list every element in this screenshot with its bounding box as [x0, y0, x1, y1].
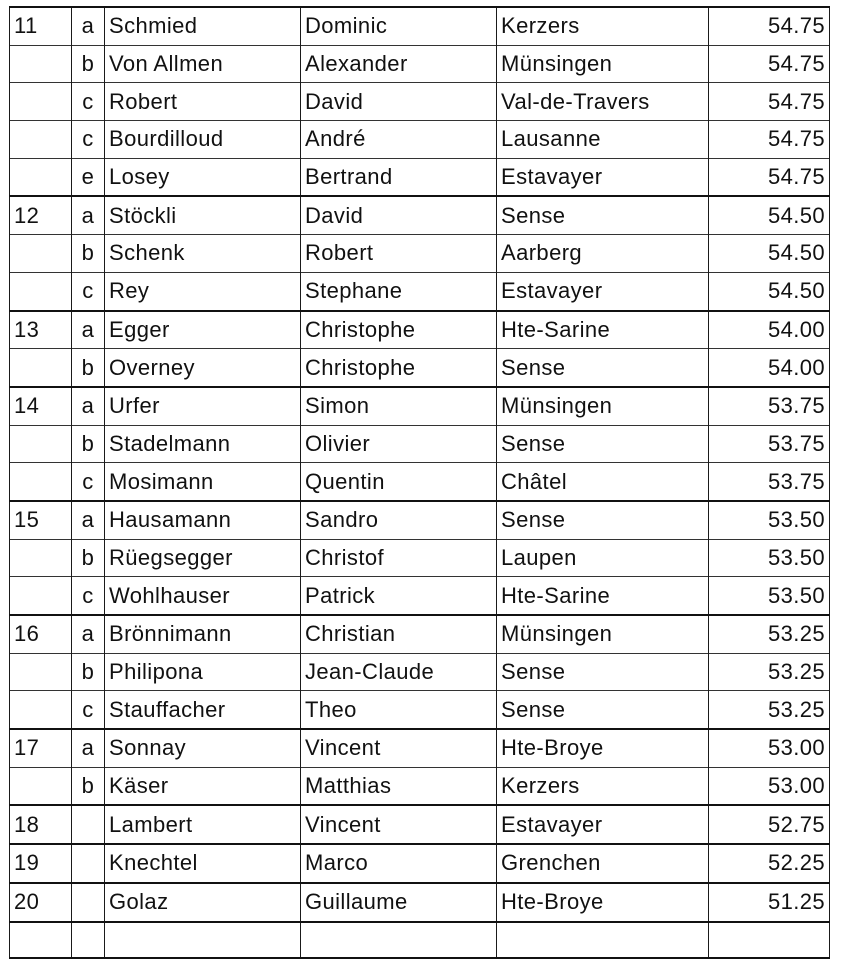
first-name-cell: Olivier — [301, 425, 497, 463]
last-name-cell: Stauffacher — [105, 691, 301, 729]
last-name-cell: Urfer — [105, 387, 301, 425]
club-cell: Châtel — [497, 463, 709, 501]
sub-rank-cell: a — [72, 196, 105, 234]
last-name-cell: Von Allmen — [105, 45, 301, 83]
first-name-cell: Christophe — [301, 349, 497, 387]
sub-rank-cell: b — [72, 767, 105, 805]
table-row — [10, 577, 830, 615]
last-name-cell: Schenk — [105, 235, 301, 273]
sub-rank-cell: a — [72, 501, 105, 539]
last-name-cell: Lambert — [105, 805, 301, 844]
rank-cell — [10, 235, 72, 273]
table-row — [10, 121, 830, 159]
first-name-cell: Christophe — [301, 311, 497, 349]
last-name-cell: Stadelmann — [105, 425, 301, 463]
first-name-cell: Guillaume — [301, 883, 497, 922]
sub-rank-cell: b — [72, 425, 105, 463]
rank-cell — [10, 767, 72, 805]
rank-cell: 13 — [10, 311, 72, 349]
first-name-cell: Alexander — [301, 45, 497, 83]
score-cell: 54.75 — [709, 83, 830, 121]
table-row — [10, 349, 830, 387]
first-name-cell — [301, 922, 497, 958]
score-cell: 53.25 — [709, 615, 830, 653]
club-cell: Estavayer — [497, 158, 709, 196]
empty-table-row — [10, 922, 830, 958]
last-name-cell: Mosimann — [105, 463, 301, 501]
first-name-cell: Simon — [301, 387, 497, 425]
first-name-cell: Robert — [301, 235, 497, 273]
sub-rank-cell: c — [72, 83, 105, 121]
score-cell: 53.75 — [709, 387, 830, 425]
score-cell: 51.25 — [709, 883, 830, 922]
score-cell: 54.00 — [709, 311, 830, 349]
rank-cell — [10, 691, 72, 729]
score-cell: 53.00 — [709, 729, 830, 767]
last-name-cell: Losey — [105, 158, 301, 196]
sub-rank-cell: b — [72, 349, 105, 387]
table-row — [10, 653, 830, 691]
table-row — [10, 691, 830, 729]
table-row — [10, 501, 830, 539]
table-row — [10, 883, 830, 922]
sub-rank-cell: a — [72, 387, 105, 425]
table-row — [10, 463, 830, 501]
club-cell: Estavayer — [497, 805, 709, 844]
rank-cell: 19 — [10, 844, 72, 883]
first-name-cell: Theo — [301, 691, 497, 729]
sub-rank-cell — [72, 922, 105, 958]
sub-rank-cell: b — [72, 539, 105, 577]
score-cell: 53.75 — [709, 463, 830, 501]
club-cell: Sense — [497, 425, 709, 463]
rank-cell — [10, 272, 72, 310]
last-name-cell: Bourdilloud — [105, 121, 301, 159]
club-cell: Sense — [497, 349, 709, 387]
sub-rank-cell: c — [72, 272, 105, 310]
club-cell: Münsingen — [497, 45, 709, 83]
sub-rank-cell — [72, 883, 105, 922]
rank-cell: 20 — [10, 883, 72, 922]
rank-cell: 15 — [10, 501, 72, 539]
last-name-cell: Sonnay — [105, 729, 301, 767]
club-cell: Kerzers — [497, 7, 709, 45]
sub-rank-cell: c — [72, 691, 105, 729]
results-table — [9, 6, 830, 959]
last-name-cell: Hausamann — [105, 501, 301, 539]
first-name-cell: Sandro — [301, 501, 497, 539]
first-name-cell: Marco — [301, 844, 497, 883]
score-cell: 54.50 — [709, 272, 830, 310]
first-name-cell: Quentin — [301, 463, 497, 501]
table-row — [10, 311, 830, 349]
club-cell: Hte-Sarine — [497, 311, 709, 349]
rank-cell — [10, 653, 72, 691]
first-name-cell: Christof — [301, 539, 497, 577]
table-row — [10, 844, 830, 883]
table-row — [10, 425, 830, 463]
sub-rank-cell: c — [72, 463, 105, 501]
club-cell: Hte-Sarine — [497, 577, 709, 615]
table-row — [10, 272, 830, 310]
club-cell: Sense — [497, 196, 709, 234]
table-row — [10, 615, 830, 653]
table-row — [10, 539, 830, 577]
score-cell: 53.50 — [709, 501, 830, 539]
club-cell: Münsingen — [497, 387, 709, 425]
table-row — [10, 158, 830, 196]
rank-cell — [10, 158, 72, 196]
score-cell — [709, 922, 830, 958]
last-name-cell: Golaz — [105, 883, 301, 922]
table-row — [10, 45, 830, 83]
score-cell: 52.25 — [709, 844, 830, 883]
club-cell: Grenchen — [497, 844, 709, 883]
rank-cell — [10, 922, 72, 958]
last-name-cell: Knechtel — [105, 844, 301, 883]
rank-cell — [10, 463, 72, 501]
rank-cell: 17 — [10, 729, 72, 767]
first-name-cell: Dominic — [301, 7, 497, 45]
club-cell: Estavayer — [497, 272, 709, 310]
rank-cell — [10, 45, 72, 83]
club-cell: Münsingen — [497, 615, 709, 653]
score-cell: 53.25 — [709, 691, 830, 729]
first-name-cell: André — [301, 121, 497, 159]
rank-cell — [10, 83, 72, 121]
sub-rank-cell: a — [72, 311, 105, 349]
sub-rank-cell: c — [72, 121, 105, 159]
last-name-cell: Schmied — [105, 7, 301, 45]
sub-rank-cell: a — [72, 615, 105, 653]
last-name-cell: Käser — [105, 767, 301, 805]
first-name-cell: David — [301, 83, 497, 121]
first-name-cell: Jean-Claude — [301, 653, 497, 691]
club-cell: Laupen — [497, 539, 709, 577]
rank-cell — [10, 425, 72, 463]
last-name-cell: Robert — [105, 83, 301, 121]
table-row — [10, 805, 830, 844]
club-cell: Sense — [497, 691, 709, 729]
club-cell: Kerzers — [497, 767, 709, 805]
table-row — [10, 767, 830, 805]
rank-cell: 18 — [10, 805, 72, 844]
score-cell: 53.50 — [709, 577, 830, 615]
club-cell: Hte-Broye — [497, 883, 709, 922]
sub-rank-cell: b — [72, 45, 105, 83]
last-name-cell: Stöckli — [105, 196, 301, 234]
sub-rank-cell — [72, 805, 105, 844]
first-name-cell: Matthias — [301, 767, 497, 805]
last-name-cell: Rey — [105, 272, 301, 310]
last-name-cell: Rüegsegger — [105, 539, 301, 577]
rank-cell — [10, 121, 72, 159]
sub-rank-cell: a — [72, 7, 105, 45]
score-cell: 54.75 — [709, 158, 830, 196]
first-name-cell: Christian — [301, 615, 497, 653]
table-row — [10, 729, 830, 767]
sub-rank-cell — [72, 844, 105, 883]
rank-cell: 16 — [10, 615, 72, 653]
last-name-cell: Brönnimann — [105, 615, 301, 653]
score-cell: 53.25 — [709, 653, 830, 691]
sub-rank-cell: b — [72, 235, 105, 273]
score-cell: 54.75 — [709, 45, 830, 83]
table-row — [10, 83, 830, 121]
last-name-cell: Wohlhauser — [105, 577, 301, 615]
first-name-cell: Vincent — [301, 729, 497, 767]
last-name-cell — [105, 922, 301, 958]
score-cell: 53.00 — [709, 767, 830, 805]
score-cell: 54.75 — [709, 121, 830, 159]
club-cell: Val-de-Travers — [497, 83, 709, 121]
results-sheet — [9, 6, 829, 959]
rank-cell — [10, 577, 72, 615]
score-cell: 54.75 — [709, 7, 830, 45]
table-row — [10, 196, 830, 234]
club-cell: Sense — [497, 501, 709, 539]
results-table-body — [10, 7, 830, 958]
rank-cell: 14 — [10, 387, 72, 425]
first-name-cell: David — [301, 196, 497, 234]
last-name-cell: Egger — [105, 311, 301, 349]
first-name-cell: Bertrand — [301, 158, 497, 196]
rank-cell — [10, 539, 72, 577]
first-name-cell: Stephane — [301, 272, 497, 310]
last-name-cell: Philipona — [105, 653, 301, 691]
score-cell: 54.00 — [709, 349, 830, 387]
score-cell: 52.75 — [709, 805, 830, 844]
table-row — [10, 387, 830, 425]
first-name-cell: Vincent — [301, 805, 497, 844]
score-cell: 53.75 — [709, 425, 830, 463]
score-cell: 54.50 — [709, 196, 830, 234]
score-cell: 53.50 — [709, 539, 830, 577]
last-name-cell: Overney — [105, 349, 301, 387]
club-cell: Sense — [497, 653, 709, 691]
rank-cell: 12 — [10, 196, 72, 234]
score-cell: 54.50 — [709, 235, 830, 273]
club-cell: Aarberg — [497, 235, 709, 273]
table-row — [10, 7, 830, 45]
club-cell: Lausanne — [497, 121, 709, 159]
rank-cell — [10, 349, 72, 387]
table-row — [10, 235, 830, 273]
sub-rank-cell: a — [72, 729, 105, 767]
first-name-cell: Patrick — [301, 577, 497, 615]
sub-rank-cell: c — [72, 577, 105, 615]
sub-rank-cell: b — [72, 653, 105, 691]
club-cell — [497, 922, 709, 958]
club-cell: Hte-Broye — [497, 729, 709, 767]
rank-cell: 11 — [10, 7, 72, 45]
sub-rank-cell: e — [72, 158, 105, 196]
